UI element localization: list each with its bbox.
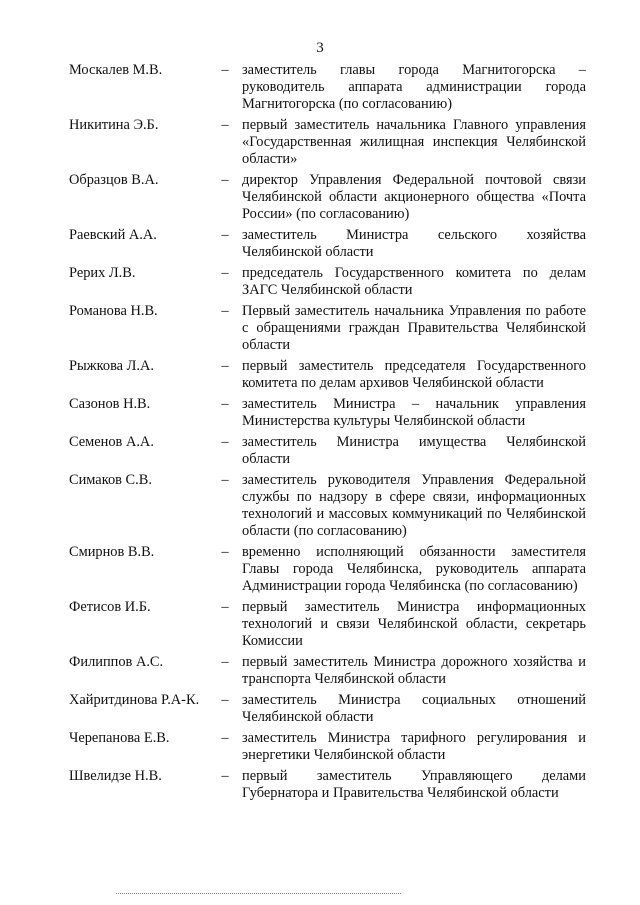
member-name: Черепанова Е.В. [69,730,170,746]
member-name: Сазонов Н.В. [69,396,151,412]
member-row [0,303,640,354]
dash-separator: – [221,692,229,708]
member-name: Симаков С.В. [69,472,152,488]
member-row [0,730,640,764]
member-name: Никитина Э.Б. [69,117,159,133]
dash-separator: – [221,654,229,670]
member-position: первый заместитель Министра дорожного хозяйства и транспорта Челябинской области [242,654,586,687]
member-position: заместитель Министра – начальник управления Министерства культуры Челябинской области [242,396,586,429]
member-row [0,265,640,299]
member-name: Образцов В.А. [69,172,159,188]
member-name: Филиппов А.С. [69,654,164,670]
member-name: Швелидзе Н.В. [69,768,162,784]
member-position: первый заместитель Министра информационных технологий и связи Челябинской области, секретарь Комиссии [242,599,586,649]
member-position: первый заместитель начальника Главного управления «Государственная жилищная инспекция Челябинской области» [242,117,586,167]
member-position: заместитель Министра тарифного регулирования и энергетики Челябинской области [242,730,586,763]
bottom-scan-line [116,893,401,894]
commission-member-list [0,62,640,806]
dash-separator: – [221,62,229,78]
dash-separator: – [221,472,229,488]
member-row [0,172,640,223]
dash-separator: – [221,768,229,784]
member-row [0,117,640,168]
dash-separator: – [221,544,229,560]
member-position: директор Управления Федеральной почтовой связи Челябинской области акционерного общества «Почта России» (по согласованию) [242,172,586,222]
member-row [0,599,640,650]
member-name: Рыжкова Л.А. [69,358,155,374]
member-position: временно исполняющий обязанности заместителя Главы города Челябинска, руководитель аппарата Администрации города Челябинска (по согласованию) [242,544,586,594]
member-name: Смирнов В.В. [69,544,155,560]
member-position: заместитель главы города Магнитогорска – руководитель аппарата администрации города Магнитогорска (по согласованию) [242,62,586,112]
member-row [0,472,640,540]
member-name: Раевский А.А. [69,227,157,243]
member-row [0,768,640,802]
member-row [0,434,640,468]
dash-separator: – [221,358,229,374]
dash-separator: – [221,396,229,412]
member-row [0,654,640,688]
member-name: Рерих Л.В. [69,265,136,281]
member-name: Москалев М.В. [69,62,163,78]
member-position: первый заместитель председателя Государственного комитета по делам архивов Челябинской области [242,358,586,391]
dash-separator: – [221,172,229,188]
member-row [0,692,640,726]
dash-separator: – [221,303,229,319]
member-position: Первый заместитель начальника Управления по работе с обращениями граждан Правительства Челябинской области [242,303,586,353]
member-name: Романова Н.В. [69,303,158,319]
page-number: 3 [316,40,324,56]
member-position: заместитель Министра социальных отношений Челябинской области [242,692,586,725]
member-position: заместитель руководителя Управления Федеральной службы по надзору в сфере связи, информационных технологий и массовых коммуникаций по Челябинской области (по согласованию) [242,472,586,539]
member-position: заместитель Министра имущества Челябинской области [242,434,586,467]
dash-separator: – [221,730,229,746]
dash-separator: – [221,117,229,133]
member-name: Хайритдинова Р.А-К. [69,692,200,708]
member-row [0,62,640,113]
member-name: Фетисов И.Б. [69,599,151,615]
member-row [0,358,640,392]
member-position: председатель Государственного комитета по делам ЗАГС Челябинской области [242,265,586,298]
dash-separator: – [221,265,229,281]
dash-separator: – [221,227,229,243]
member-row [0,544,640,595]
member-name: Семенов А.А. [69,434,154,450]
dash-separator: – [221,434,229,450]
member-row [0,227,640,261]
dash-separator: – [221,599,229,615]
member-position: первый заместитель Управляющего делами Губернатора и Правительства Челябинской области [242,768,586,801]
member-position: заместитель Министра сельского хозяйства Челябинской области [242,227,586,260]
member-row [0,396,640,430]
